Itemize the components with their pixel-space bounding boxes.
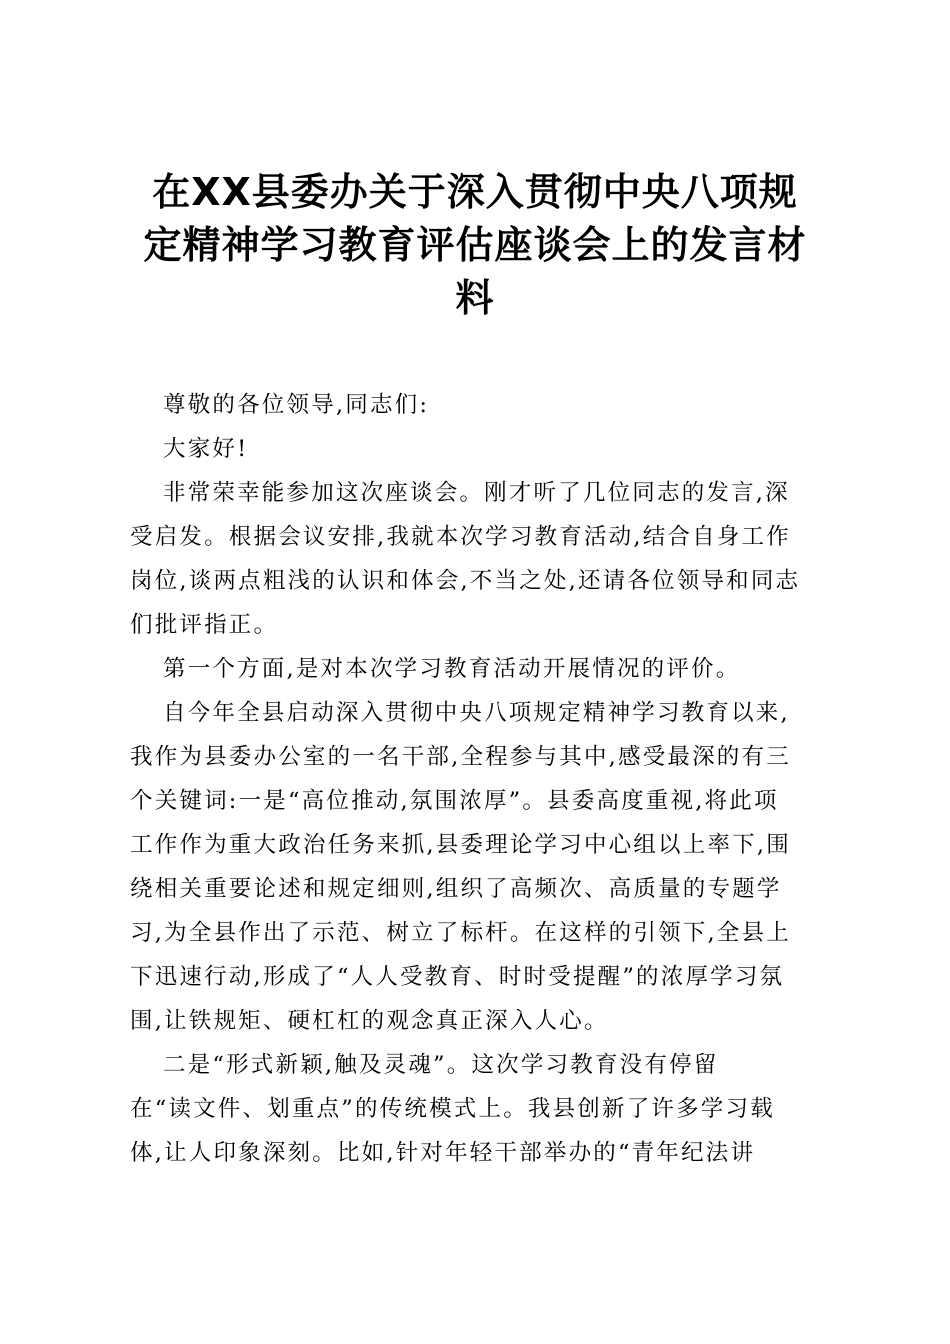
text-line: 自今年全县启动深入贯彻中央八项规定精神学习教育以来, <box>163 700 790 726</box>
text-line: 下迅速行动,形成了“人人受教育、时时受提醒”的浓厚学习氛 <box>130 964 785 990</box>
title-line-1: 在XX县委办关于深入贯彻中央八项规 <box>152 170 798 214</box>
paragraph-intro <box>130 471 840 647</box>
text-line: 围,让铁规矩、硬杠杠的观念真正深入人心。 <box>130 1008 609 1034</box>
text-line: 个关键词:一是“高位推动,氛围浓厚”。县委高度重视,将此项 <box>130 788 779 814</box>
paragraph-point-two <box>130 1043 840 1175</box>
text-line: 岗位,谈两点粗浅的认识和体会,不当之处,还请各位领导和同志 <box>130 568 801 594</box>
text-line: 习,为全县作出了示范、树立了标杆。在这样的引领下,全县上 <box>130 920 791 946</box>
text-line: 体,让人印象深刻。比如,针对年轻干部举办的“青年纪法讲 <box>130 1140 756 1166</box>
text-line: 们批评指正。 <box>130 612 279 638</box>
document-title <box>110 166 840 325</box>
section-heading: 第一个方面,是对本次学习教育活动开展情况的评价。 <box>163 656 741 682</box>
document-body <box>130 383 840 1175</box>
paragraph-section-one <box>130 647 840 691</box>
text-line: 在“读文件、划重点”的传统模式上。我县创新了许多学习载 <box>130 1096 775 1122</box>
paragraph-point-one <box>130 691 840 1043</box>
text-line: 我作为县委办公室的一名干部,全程参与其中,感受最深的有三 <box>130 744 791 770</box>
text-line: 二是“形式新颖,触及灵魂”。这次学习教育没有停留 <box>163 1052 719 1078</box>
paragraph-greeting <box>130 427 840 471</box>
text-line: 非常荣幸能参加这次座谈会。刚才听了几位同志的发言,深 <box>163 480 790 506</box>
text-line: 尊敬的各位领导,同志们: <box>163 392 430 418</box>
paragraph-salutation <box>130 383 840 427</box>
text-line: 工作作为重大政治任务来抓,县委理论学习中心组以上率下,围 <box>130 832 791 858</box>
title-line-3: 料 <box>455 276 495 320</box>
title-line-2: 定精神学习教育评估座谈会上的发言材 <box>143 223 807 267</box>
text-line: 大家好! <box>163 436 249 462</box>
text-line: 绕相关重要论述和规定细则,组织了高频次、高质量的专题学 <box>130 876 782 902</box>
text-line: 受启发。根据会议安排,我就本次学习教育活动,结合自身工作 <box>130 524 791 550</box>
